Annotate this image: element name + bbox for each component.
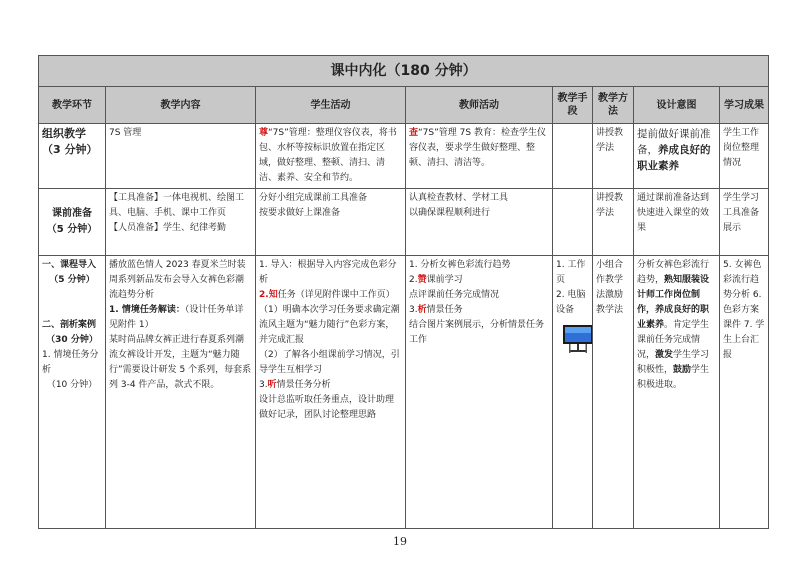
design-bold-text: 激发 (655, 350, 674, 360)
method-cell: 讲授教学法 (593, 124, 634, 189)
outcome-cell: 学生工作岗位整理情况 (720, 124, 769, 189)
keyword-red: 赞 (417, 275, 427, 285)
stage-cell (39, 124, 106, 189)
content-line: 【人员准备】学生、纪律考勤 (109, 223, 227, 233)
teacher-line: 以确保课程顺利进行 (409, 208, 491, 218)
outcome-cell: 学生学习工具准备展示 (720, 189, 769, 256)
content-case: 某时尚品牌女裤正进行春夏系列潮流女裤设计开发，主题为“魅力随行”需要设计研发 5 个系列，每套系列 3-4 件产品，款式不限。 (109, 335, 252, 390)
student-substep: 设计总监听取任务重点，设计助理做好记录，团队讨论整理思路 (259, 395, 395, 420)
stage-duration: （5 分钟） (46, 224, 98, 235)
design-cell: 通过课前准备达到快速进入课堂的效果 (634, 189, 720, 256)
content-cell (106, 256, 256, 529)
design-bold-text: 鼓励 (673, 365, 692, 375)
table-row (39, 189, 769, 256)
outcome-cell: 5. 女裤色彩流行趋势分析 6. 色彩方案课件 7. 学生上台汇报 (720, 256, 769, 529)
student-cell (256, 124, 406, 189)
teacher-substep: 点评课前任务完成情况 (409, 290, 500, 300)
teacher-step: 课前学习 (426, 275, 463, 285)
header-means: 教学手段 (553, 87, 593, 124)
table-row (39, 124, 769, 189)
stage-duration: （3 分钟） (42, 143, 98, 156)
header-stage: 教学环节 (39, 87, 106, 124)
step-number: 3. (259, 380, 268, 390)
means-cell (553, 189, 593, 256)
table-title: 课中内化（180 分钟） (39, 56, 769, 87)
stage-title: 课前准备 (52, 208, 92, 219)
stage-cell (39, 189, 106, 256)
content-line: 【工具准备】一体电视机、绘图工具、电脑、手机、课中工作页 (109, 193, 245, 218)
teacher-cell (406, 256, 553, 529)
header-row (39, 87, 769, 124)
content-intro: 播放蓝色情人 2023 春夏米兰时装周系列新品发布会导入女裤色彩潮流趋势分析 (109, 260, 246, 300)
stage-subtitle: 1. 情境任务分析 (42, 350, 99, 375)
step-number: 3. (409, 305, 418, 315)
keyword-red: 知 (268, 290, 278, 300)
keyword-red: 查 (409, 128, 419, 138)
header-student: 学生活动 (256, 87, 406, 124)
design-text: 学生学习积极性， (637, 350, 710, 375)
student-substep: （2）了解各小组课前学习情况，引导学生互相学习 (259, 350, 400, 375)
teacher-line: 认真检查教材、学材工具 (409, 193, 509, 203)
stage-title: 一、课程导入 (42, 260, 97, 270)
keyword-red: 析 (417, 305, 427, 315)
keyword-red: 听 (267, 380, 277, 390)
header-content: 教学内容 (106, 87, 256, 124)
lesson-plan-table (38, 55, 769, 529)
content-task-note: （设计任务单详见附件 1） (109, 305, 244, 330)
header-teacher: 教师活动 (406, 87, 553, 124)
content-cell (106, 189, 256, 256)
header-design: 设计意图 (634, 87, 720, 124)
stage-duration: （30 分钟） (46, 335, 98, 345)
student-text: “7S”管理：整理仪容仪表，将书包、水杯等按标识放置在指定区域，做好整理、整顿、清扫、清洁、素养、安全和节约。 (259, 128, 397, 183)
design-bold-text: 养成良好的职业素养 (637, 144, 711, 172)
student-substep: （1）明确本次学习任务要求确定潮流风主题为“魅力随行”色彩方案，并完成汇报 (259, 305, 400, 345)
design-cell (634, 256, 720, 529)
design-cell (634, 124, 720, 189)
design-text: 提前做好课前准备， (637, 128, 711, 156)
step-number: 2. (409, 275, 418, 285)
stage-title: 二、剖析案例 (42, 320, 97, 330)
means-line: 1. 工作页 (556, 260, 586, 285)
means-line: 2. 电脑设备 (556, 290, 586, 315)
student-step: 1. 导入：根据导入内容完成色彩分析 (259, 260, 397, 285)
teacher-step: 情景任务 (426, 305, 463, 315)
header-outcome: 学习成果 (720, 87, 769, 124)
student-line: 分好小组完成课前工具准备 (259, 193, 368, 203)
stage-duration: （5 分钟） (49, 275, 95, 285)
design-text: 。肯定学生课前任务完成情况， (637, 320, 710, 360)
keyword-red: 尊 (259, 128, 269, 138)
design-bold-text: 熟知服装设计师工作岗位制作，养成良好的职业素养 (637, 275, 710, 330)
student-cell (256, 189, 406, 256)
table-row (39, 256, 769, 529)
student-line: 按要求做好上课准备 (259, 208, 341, 218)
teacher-cell (406, 189, 553, 256)
method-cell: 讲授教学法 (593, 189, 634, 256)
stage-duration: （10 分钟） (46, 380, 98, 390)
student-step: 任务（详见附件课中工作页） (277, 290, 395, 300)
content-task-title: 1. 情境任务解读： (109, 305, 185, 315)
stage-title: 组织教学 (42, 127, 86, 140)
content-cell: 7S 管理 (106, 124, 256, 189)
smart-tv-icon (562, 324, 593, 354)
means-cell (553, 256, 593, 529)
means-cell (553, 124, 593, 189)
teacher-step: 1. 分析女裤色彩流行趋势 (409, 260, 511, 270)
teacher-substep: 结合图片案例展示，分析情景任务工作 (409, 320, 545, 345)
student-step: 情景任务分析 (276, 380, 331, 390)
teacher-text: “7S”管理 7S 教育：检查学生仪容仪表，要求学生做好整理、整顿、清扫、清洁等。 (409, 128, 546, 168)
design-text: 学生积极进取。 (637, 365, 710, 390)
teacher-cell (406, 124, 553, 189)
step-number: 2. (259, 290, 269, 300)
student-cell (256, 256, 406, 529)
design-text: 分析女裤色彩流行趋势， (637, 260, 710, 285)
page-number: 19 (393, 535, 407, 548)
header-method: 教学方法 (593, 87, 634, 124)
method-cell: 小组合作教学法激励教学法 (593, 256, 634, 529)
stage-cell (39, 256, 106, 529)
